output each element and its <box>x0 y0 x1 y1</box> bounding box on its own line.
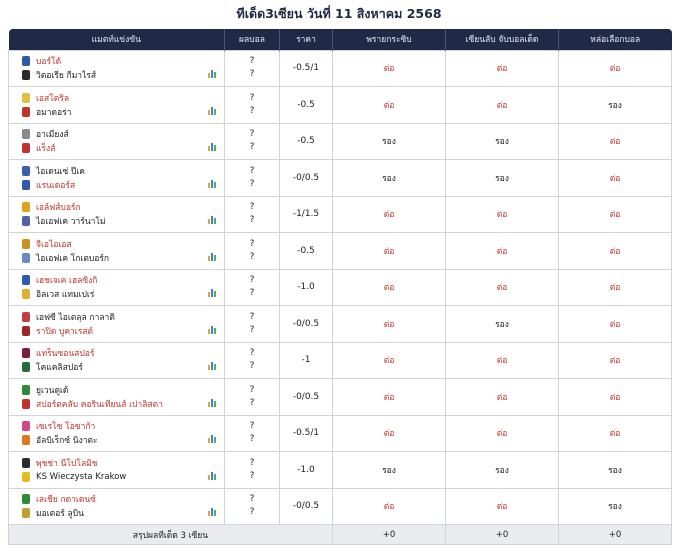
away-score: ? <box>249 288 255 299</box>
home-score: ? <box>249 494 255 505</box>
home-team-name: บอร์โด้ <box>36 57 62 68</box>
expert-2-pick: รอง <box>446 123 559 160</box>
match-cell[interactable] <box>9 269 225 306</box>
away-team[interactable] <box>22 506 224 520</box>
table-header-row <box>9 29 672 50</box>
price-cell: -0.5/1 <box>280 415 333 452</box>
home-team[interactable] <box>22 237 224 251</box>
match-cell[interactable] <box>9 87 225 124</box>
price-cell: -0.5 <box>280 123 333 160</box>
away-team-name: สปอร์ตคลับ คอรินเทียนส์ เปาลิสตา <box>36 399 163 410</box>
table-row <box>9 50 672 87</box>
price-cell: -1/1.5 <box>280 196 333 233</box>
away-team-logo-icon <box>22 216 30 226</box>
expert-2-pick: รอง <box>446 452 559 489</box>
header-match: แมตท์แข่งขัน <box>91 35 141 46</box>
home-team-logo-icon <box>22 202 30 212</box>
home-team-name: เอฟซี ไอเตลุล กาลาติ <box>36 312 115 323</box>
home-team[interactable] <box>22 346 224 360</box>
away-team[interactable] <box>22 470 224 484</box>
away-score: ? <box>249 397 255 408</box>
home-team-name: เอสโตริล <box>36 93 70 104</box>
home-team-logo-icon <box>22 458 30 468</box>
header-expert-1: พรายกระซิบ <box>333 29 446 50</box>
away-team-logo-icon <box>22 70 30 80</box>
header-score: ผลบอล <box>225 29 280 50</box>
score-cell <box>225 50 280 87</box>
match-cell[interactable] <box>9 196 225 233</box>
home-team-name: เฮชเจเค เฮลซิงกิ <box>36 276 98 287</box>
home-score: ? <box>249 165 255 176</box>
stats-chart-icon[interactable] <box>208 399 217 407</box>
home-team[interactable] <box>22 164 224 178</box>
expert-2-pick: รอง <box>446 306 559 343</box>
stats-chart-icon[interactable] <box>208 472 217 480</box>
away-score: ? <box>249 324 255 335</box>
home-team-name: เอล์ฟส์บอร์ก <box>36 203 81 214</box>
price-cell: -0/0.5 <box>280 306 333 343</box>
table-row <box>9 379 672 416</box>
away-score: ? <box>249 105 255 116</box>
away-team-name: วิตอเรีย กีมาไรส์ <box>36 71 97 82</box>
away-team[interactable] <box>22 251 224 265</box>
home-team-name: ยูเวนตูเด้ <box>36 385 69 396</box>
home-score: ? <box>249 92 255 103</box>
score-cell <box>225 306 280 343</box>
stats-chart-icon[interactable] <box>208 435 217 443</box>
away-team[interactable] <box>22 360 224 374</box>
away-team-logo-icon <box>22 508 30 518</box>
expert-1-pick: ต่อ <box>333 233 446 270</box>
expert-2-pick: ต่อ <box>446 50 559 87</box>
home-score: ? <box>249 311 255 322</box>
score-cell <box>225 160 280 197</box>
home-team[interactable] <box>22 419 224 433</box>
expert-2-pick: ต่อ <box>446 87 559 124</box>
table-row <box>9 233 672 270</box>
away-score: ? <box>249 434 255 445</box>
away-team-name: อมาดอร่า <box>36 107 72 118</box>
away-team-logo-icon <box>22 107 30 117</box>
header-expert-2: เซียนลับ จับบอลเด็ด <box>446 29 559 50</box>
page-title: ทีเด็ด3เซียน วันที่ 11 สิงหาคม 2568 <box>236 6 442 21</box>
match-cell[interactable] <box>9 342 225 379</box>
price-cell: -0/0.5 <box>280 488 333 525</box>
table-row <box>9 488 672 525</box>
expert-1-pick: รอง <box>333 160 446 197</box>
expert-3-pick: รอง <box>559 488 672 525</box>
home-team-logo-icon <box>22 421 30 431</box>
stats-chart-icon[interactable] <box>208 326 217 334</box>
away-team-name: อัลบิเร็กซ์ นิงาตะ <box>36 436 98 447</box>
home-team-name: อาเมียงส์ <box>36 130 69 141</box>
expert-3-pick: ต่อ <box>559 123 672 160</box>
expert-2-pick: รอง <box>446 160 559 197</box>
home-team-logo-icon <box>22 494 30 504</box>
match-cell[interactable] <box>9 306 225 343</box>
home-team-logo-icon <box>22 239 30 249</box>
expert-1-pick: ต่อ <box>333 306 446 343</box>
home-team-name: พุชช่า นีโปโลมิช <box>36 458 98 469</box>
tips-table <box>8 29 672 545</box>
home-team-name: เลเชีย กดาเดนซ์ <box>36 495 96 506</box>
price-cell: -0.5 <box>280 233 333 270</box>
home-score: ? <box>249 275 255 286</box>
away-team[interactable] <box>22 214 224 228</box>
home-team-logo-icon <box>22 56 30 66</box>
expert-1-pick: ต่อ <box>333 87 446 124</box>
summary-row <box>9 525 672 545</box>
price-cell: -1.0 <box>280 269 333 306</box>
away-score: ? <box>249 251 255 262</box>
match-cell[interactable] <box>9 233 225 270</box>
expert-2-pick: ต่อ <box>446 269 559 306</box>
summary-label: สรุปผลทีเด็ด 3 เซียน <box>9 525 333 545</box>
home-team[interactable] <box>22 383 224 397</box>
score-cell <box>225 379 280 416</box>
away-team-logo-icon <box>22 180 30 190</box>
home-score: ? <box>249 238 255 249</box>
away-team-name: KS Wieczysta Krakow <box>36 471 127 482</box>
expert-3-pick: ต่อ <box>559 233 672 270</box>
expert-3-pick: ต่อ <box>559 196 672 233</box>
table-row <box>9 87 672 124</box>
table-row <box>9 160 672 197</box>
expert-1-pick: ต่อ <box>333 488 446 525</box>
price-cell: -0/0.5 <box>280 379 333 416</box>
match-cell[interactable] <box>9 50 225 87</box>
stats-chart-icon[interactable] <box>208 180 217 188</box>
match-cell[interactable] <box>9 160 225 197</box>
stats-chart-icon[interactable] <box>208 289 217 297</box>
expert-2-pick: ต่อ <box>446 233 559 270</box>
away-team[interactable] <box>22 433 224 447</box>
match-cell[interactable] <box>9 415 225 452</box>
away-team[interactable] <box>22 324 224 338</box>
score-cell <box>225 233 280 270</box>
summary-expert-2: +0 <box>446 525 559 545</box>
home-score: ? <box>249 421 255 432</box>
score-cell <box>225 488 280 525</box>
expert-2-pick: ต่อ <box>446 488 559 525</box>
away-score: ? <box>249 178 255 189</box>
stats-chart-icon[interactable] <box>208 253 217 261</box>
table-row <box>9 415 672 452</box>
price-cell: -1.0 <box>280 452 333 489</box>
away-team[interactable] <box>22 397 224 411</box>
expert-1-pick: รอง <box>333 123 446 160</box>
away-score: ? <box>249 142 255 153</box>
expert-1-pick: ต่อ <box>333 50 446 87</box>
score-cell <box>225 196 280 233</box>
home-team[interactable] <box>22 492 224 506</box>
expert-1-pick: ต่อ <box>333 415 446 452</box>
price-cell: -0/0.5 <box>280 160 333 197</box>
table-row <box>9 306 672 343</box>
expert-1-pick: ต่อ <box>333 269 446 306</box>
score-cell <box>225 452 280 489</box>
header-expert-3: หล่อเลือกบอล <box>559 29 672 50</box>
expert-2-pick: ต่อ <box>446 342 559 379</box>
expert-3-pick: ต่อ <box>559 50 672 87</box>
away-team-logo-icon <box>22 253 30 263</box>
away-team-logo-icon <box>22 289 30 299</box>
stats-chart-icon[interactable] <box>208 216 217 224</box>
away-team-name: ราปิด บูคาเรสต์ <box>36 326 93 337</box>
home-score: ? <box>249 129 255 140</box>
summary-expert-1: +0 <box>333 525 446 545</box>
away-team-logo-icon <box>22 435 30 445</box>
expert-2-pick: ต่อ <box>446 415 559 452</box>
home-team[interactable] <box>22 456 224 470</box>
away-score: ? <box>249 507 255 518</box>
home-score: ? <box>249 202 255 213</box>
home-team[interactable] <box>22 91 224 105</box>
expert-2-pick: ต่อ <box>446 196 559 233</box>
summary-expert-3: +0 <box>559 525 672 545</box>
away-team[interactable] <box>22 141 224 155</box>
away-score: ? <box>249 361 255 372</box>
home-score: ? <box>249 384 255 395</box>
home-team[interactable] <box>22 127 224 141</box>
stats-chart-icon[interactable] <box>208 362 217 370</box>
away-team-logo-icon <box>22 326 30 336</box>
home-team[interactable] <box>22 54 224 68</box>
expert-2-pick: ต่อ <box>446 379 559 416</box>
away-team[interactable] <box>22 105 224 119</box>
expert-3-pick: ต่อ <box>559 379 672 416</box>
home-team[interactable] <box>22 273 224 287</box>
expert-3-pick: ต่อ <box>559 160 672 197</box>
home-team-name: เซเรโซ โอซาก้า <box>36 422 96 433</box>
home-team-logo-icon <box>22 312 30 322</box>
home-team[interactable] <box>22 310 224 324</box>
stats-chart-icon[interactable] <box>208 70 217 78</box>
stats-chart-icon[interactable] <box>208 107 217 115</box>
table-row <box>9 123 672 160</box>
home-score: ? <box>249 348 255 359</box>
score-cell <box>225 415 280 452</box>
stats-chart-icon[interactable] <box>208 508 217 516</box>
expert-3-pick: รอง <box>559 87 672 124</box>
away-team[interactable] <box>22 68 224 82</box>
home-team-logo-icon <box>22 348 30 358</box>
home-team-logo-icon <box>22 385 30 395</box>
table-row <box>9 196 672 233</box>
score-cell <box>225 269 280 306</box>
expert-1-pick: ต่อ <box>333 379 446 416</box>
expert-1-pick: ต่อ <box>333 342 446 379</box>
away-team-name: ไอเอฟเค วาร์นาโม่ <box>36 217 106 228</box>
home-team-name: จีเอไอเอส <box>36 239 72 250</box>
expert-3-pick: ต่อ <box>559 342 672 379</box>
expert-3-pick: ต่อ <box>559 306 672 343</box>
home-team-name: แทร็นซอนสปอร์ <box>36 349 95 360</box>
expert-3-pick: ต่อ <box>559 269 672 306</box>
home-team-logo-icon <box>22 166 30 176</box>
away-team-name: อิลเวส แทมเปเร่ <box>36 290 95 301</box>
expert-1-pick: รอง <box>333 452 446 489</box>
home-team-logo-icon <box>22 275 30 285</box>
away-team[interactable] <box>22 287 224 301</box>
away-team-name: โคแคลิสปอร์ <box>36 363 83 374</box>
expert-3-pick: รอง <box>559 452 672 489</box>
header-price: ราคา <box>280 29 333 50</box>
price-cell: -0.5 <box>280 87 333 124</box>
home-team-logo-icon <box>22 93 30 103</box>
home-team[interactable] <box>22 200 224 214</box>
match-cell[interactable] <box>9 452 225 489</box>
stats-chart-icon[interactable] <box>208 143 217 151</box>
expert-3-pick: ต่อ <box>559 415 672 452</box>
match-cell[interactable] <box>9 379 225 416</box>
away-team-logo-icon <box>22 399 30 409</box>
home-score: ? <box>249 56 255 67</box>
away-team-logo-icon <box>22 362 30 372</box>
away-team-name: ไอเอฟเค โกเตบอร์ก <box>36 253 110 264</box>
away-team-name: มอเตอร์ ลูบิน <box>36 509 84 520</box>
score-cell <box>225 342 280 379</box>
away-team-logo-icon <box>22 143 30 153</box>
table-row <box>9 269 672 306</box>
price-cell: -1 <box>280 342 333 379</box>
home-team-logo-icon <box>22 129 30 139</box>
score-cell <box>225 87 280 124</box>
home-score: ? <box>249 457 255 468</box>
expert-1-pick: ต่อ <box>333 196 446 233</box>
away-score: ? <box>249 69 255 80</box>
home-team-name: ไอเดนเซ่ ปีเค <box>36 166 85 177</box>
score-cell <box>225 123 280 160</box>
table-row <box>9 452 672 489</box>
price-cell: -0.5/1 <box>280 50 333 87</box>
away-team-name: แร็งส์ <box>36 144 56 155</box>
match-cell[interactable] <box>9 488 225 525</box>
away-team-logo-icon <box>22 472 30 482</box>
table-row <box>9 342 672 379</box>
away-team-name: แรนเดอร์ส <box>36 180 76 191</box>
match-cell[interactable] <box>9 123 225 160</box>
away-team[interactable] <box>22 178 224 192</box>
away-score: ? <box>249 215 255 226</box>
away-score: ? <box>249 470 255 481</box>
